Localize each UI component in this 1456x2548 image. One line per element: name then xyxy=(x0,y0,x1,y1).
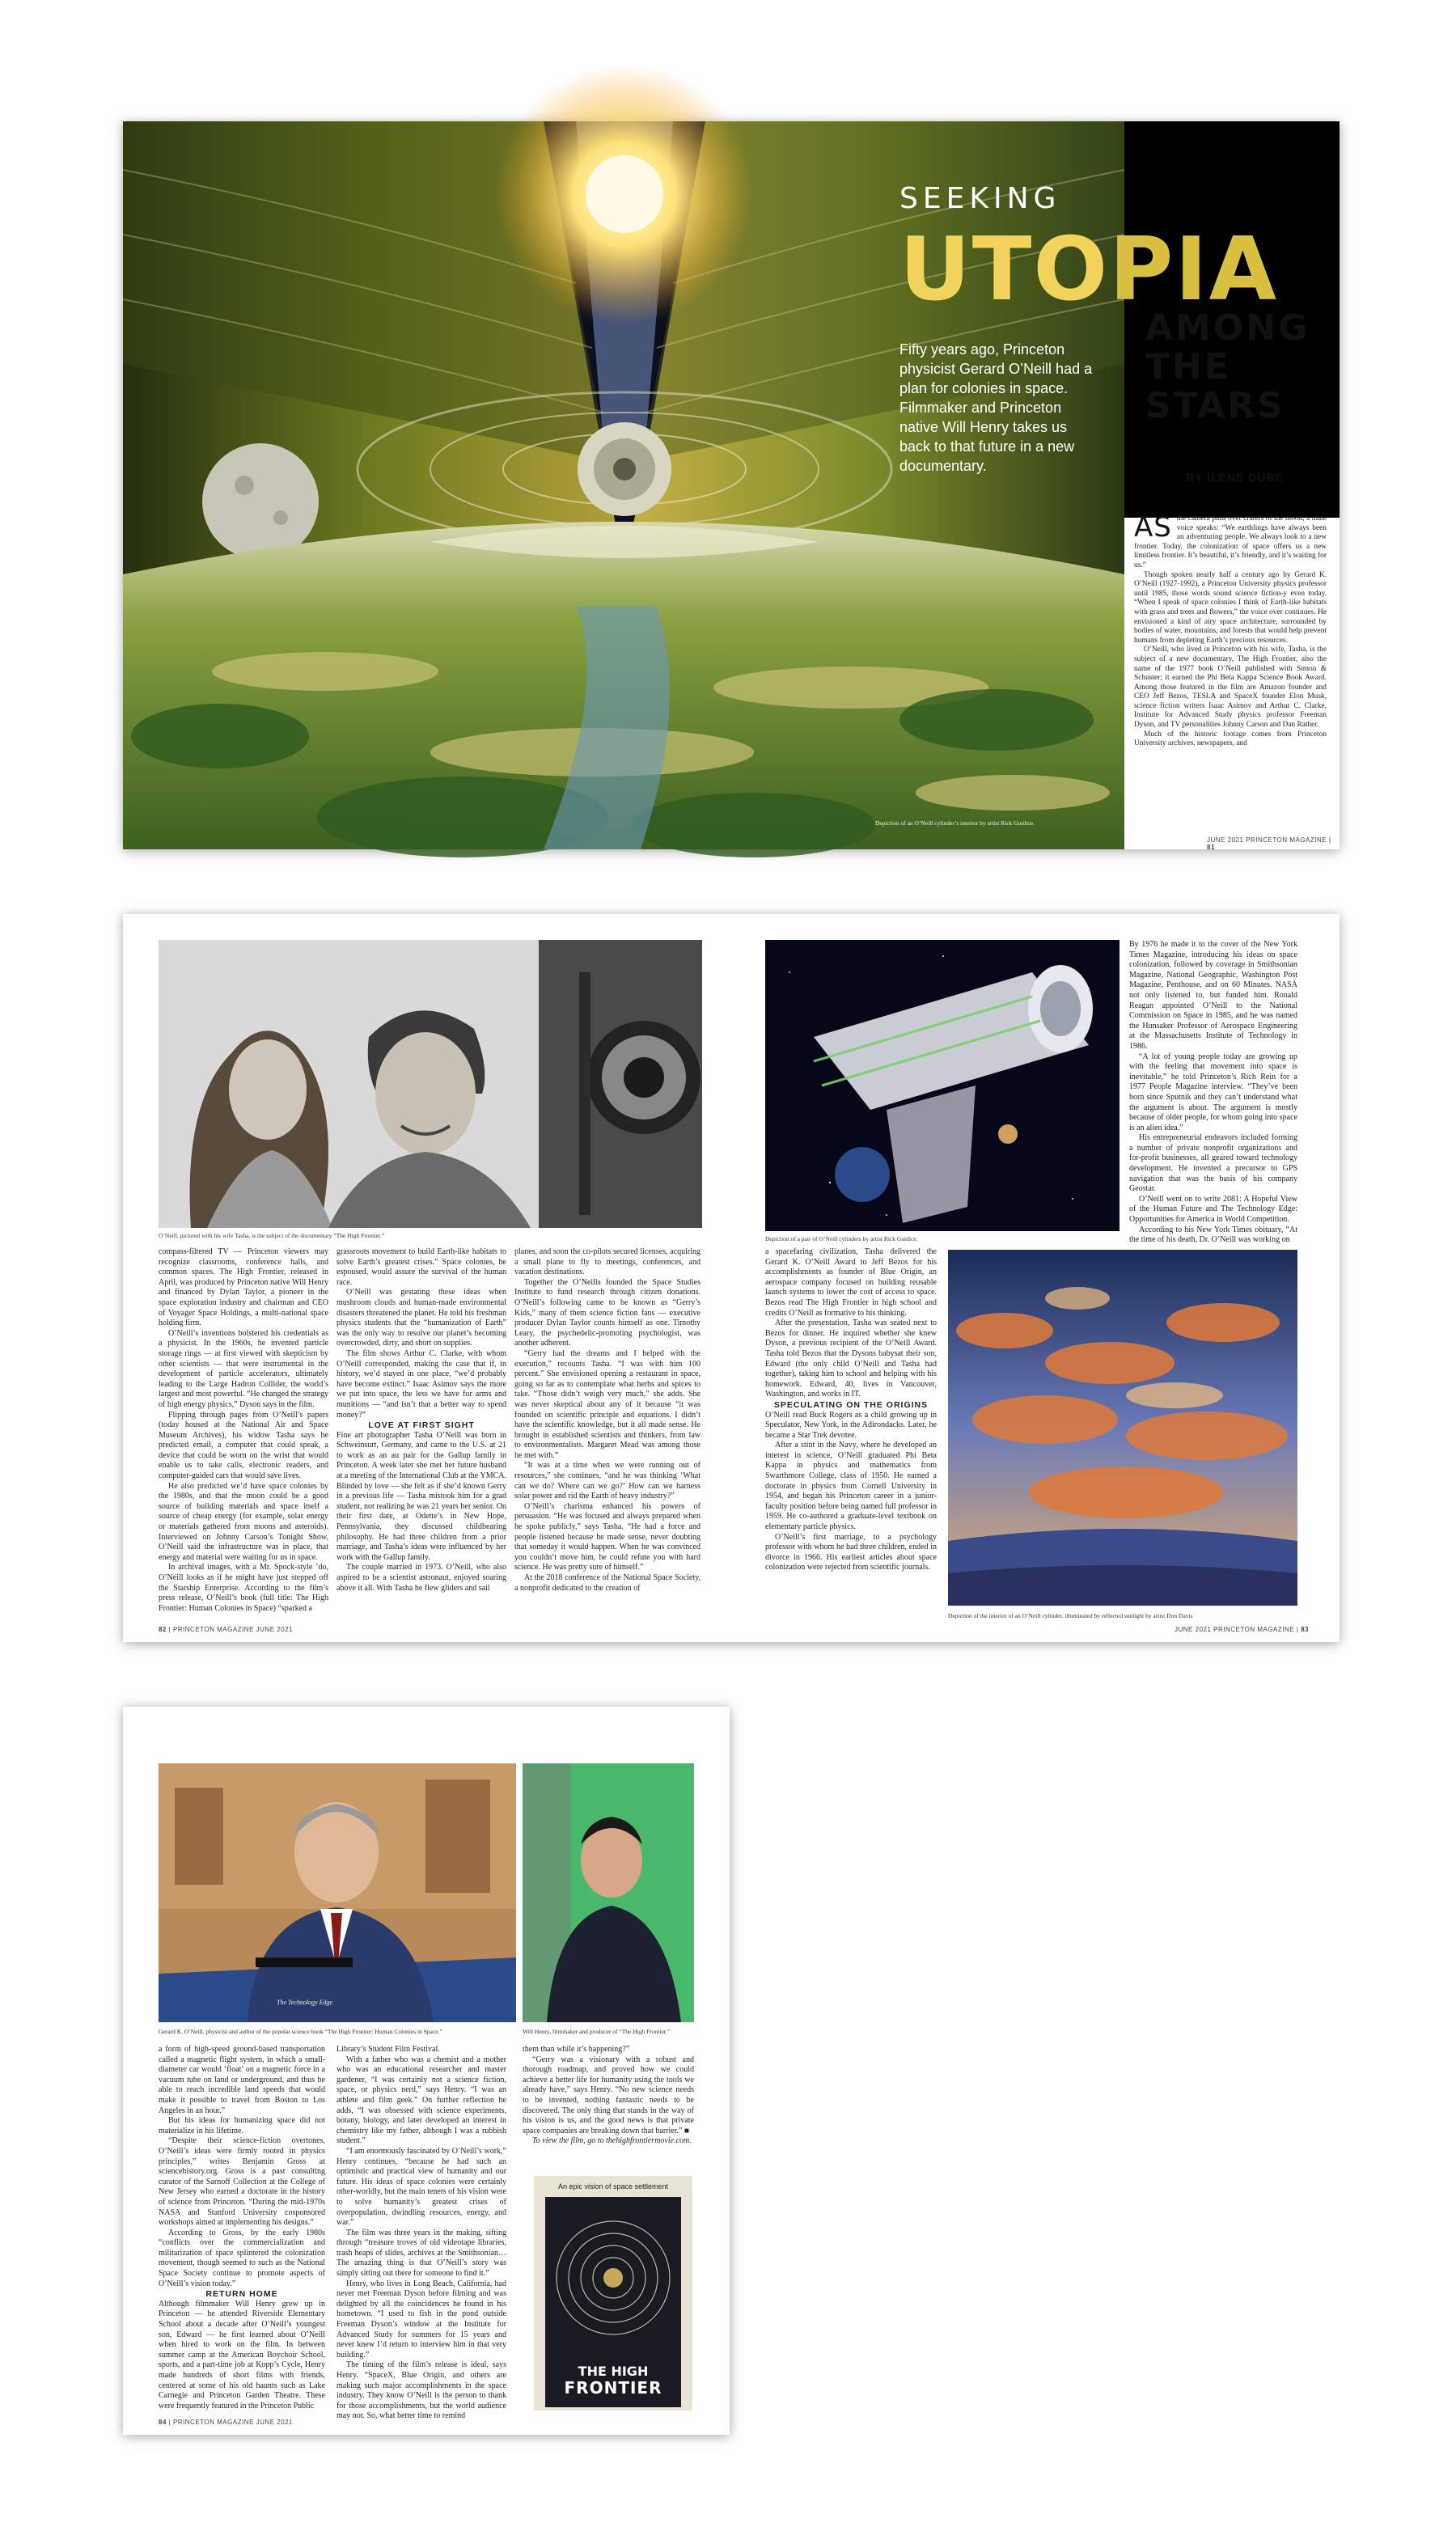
column-3 xyxy=(514,1247,700,1611)
folio-text: JUNE 2021 PRINCETON MAGAZINE xyxy=(1175,1626,1295,1633)
paragraph: them than while it’s happening?” xyxy=(523,2045,630,2054)
artwork-pair-of-cylinders xyxy=(765,940,1120,1231)
dek: Fifty years ago, Princeton physicist Gerard O’Neill had a plan for colonies in space. Filmmaker and Princeton native Will Henry takes us back to that future in a new documentary. xyxy=(899,341,1093,474)
paragraph: According to Gross, by the early 1980s “conflicts over the commercialization and militarization of space splintered the colonization movement, though seemed to such as the National Space Society continue to promote aspects of O’Neill’s vision today.” xyxy=(159,2228,325,2288)
subhead-return-home: RETURN HOME xyxy=(205,2289,278,2300)
folio-left: 82 | PRINCETON MAGAZINE JUNE 2021 xyxy=(159,1626,294,1633)
paragraph: compass-filtered TV — Princeton viewers may recognize classrooms, conference halls, and common spaces. The High Frontier, released in April, was produced by Princeton native Will Henry and financed by Dylan Taylor, a pioneer in the space exploration industry and chairman and CEO of Voyager Space Holdings, a multi-national space holding firm. xyxy=(159,1247,328,1328)
paragraph: After a stint in the Navy, where he developed an interest in science, O’Neill graduated Phi Beta Kappa in physics and mathematics from Swarthmore College, class of 1950. He earned a doctorate in physics from Cornell University in 1954, and began his Princeton career in a junior-faculty position before being named full professor in 1959. He co-authored a graduate-level textbook on elementary particle physics. xyxy=(765,1441,937,1532)
folio-text: PRINCETON MAGAZINE JUNE 2021 xyxy=(172,1626,294,1633)
caption-gerard-oneill: Gerard K. O’Neill, physicist and author of the popular science book “The High Frontier: Human Colonies in Space.” xyxy=(159,2028,442,2035)
spread-1 xyxy=(123,121,1340,849)
folio-text: PRINCETON MAGAZINE JUNE 2021 xyxy=(172,2419,294,2426)
dropcap: AS xyxy=(1134,511,1172,544)
paragraph: Library’s Student Film Festival. xyxy=(336,2045,440,2054)
title-stars: STARS xyxy=(1145,385,1285,426)
poster-title-line-2: FRONTIER xyxy=(564,2378,662,2398)
paragraph: By 1976 he made it to the cover of the New York Times Magazine, introducing his ideas on space colonization, followed by coverage in Smithsonian Magazine, National Geographic, Washington Post Magazine, Penthouse, and on 60 Minutes. NASA not only listened to, but funded him. Ronald Reagan appointed O’Neill to the National Commission on Space in 1985, and he was named the Hunsaker Professor of Aerospace Engineering at the Massachusetts Institute of Technology in 1986. xyxy=(1129,940,1297,1051)
book-spine-label: The Technology Edge xyxy=(277,1999,333,2006)
paragraph: Although filmmaker Will Henry grew up in Princeton — he attended Riverside Elementary School about a decade after O’Neill’s youngest son, Edward — he first learned about O’Neill when hired to work on the film. In between summer camp at the American Boychoir School, sports, and a part-time job at Kopp’s Cycle, Henry made hundreds of short films with friends, centered at some of his old haunts such as Lake Carnegie and Princeton Garden Theatre. These were frequently featured in the Princeton Public xyxy=(159,2299,325,2410)
intro-paragraph: Though spoken nearly half a century ago by Gerard K. O’Neill (1927-1992), a Princeton University physics professor until 1985, those words sound science fiction-y even today. “When I speak of space colonies I think of Earth-like habitats with grass and trees and flowers,” the voice over continues. He envisioned a kind of airy space architecture, surrounded by bodies of water, mountains, and forests that would help prevent humans from depleting Earth’s precious resources. xyxy=(1134,570,1327,645)
title-seeking: SEEKING xyxy=(899,182,1061,215)
poster-tagline: An epic vision of space settlement xyxy=(557,2182,669,2190)
paragraph: O’Neill went on to write 2081: A Hopeful View of the Human Future and The Technology Edge: Opportunities for America in World Competition. xyxy=(1129,1194,1297,1225)
title-among: AMONG xyxy=(1145,307,1310,349)
folio-left: 84 | PRINCETON MAGAZINE JUNE 2021 xyxy=(159,2419,294,2426)
paragraph: “Despite their science-fiction overtones, O’Neill’s ideas were firmly rooted in physics principles,” writes Benjamin Gross at sciencehistory.org. Gross is a past consulting curator of the Sarnoff Collection at the College of New Jersey who earned a doctorate in the history of science from Princeton. “During the mid-1970s NASA and Stanford University cosponsored workshops aimed at implementing his designs.” xyxy=(159,2136,325,2228)
caption-couple: O’Neill, pictured with his wife Tasha, is the subject of the documentary “The High Frontier.” xyxy=(159,1232,385,1239)
paragraph: O’Neill read Buck Rogers as a child growing up in Speculator, New York, in the Adirondacks. Later, he became a Star Trek devotee. xyxy=(765,1410,937,1440)
paragraph: His entrepreneurial endeavors included forming a number of private nonprofit organizations and for-profit businesses, all geared toward technology development. He invented a precursor to GPS navigation that was the basis of his company Geostar. xyxy=(1129,1133,1297,1194)
paragraph: But his ideas for humanizing space did not materialize in his lifetime. xyxy=(159,2116,325,2135)
title-utopia-a: UTO xyxy=(899,219,1110,320)
paragraph: The couple married in 1973. O’Neill, who also aspired to be a scientist astronaut, enjoyed soaring above it all. With Tasha he flew gliders and sail xyxy=(336,1563,506,1593)
column-3 xyxy=(523,2045,694,2166)
paragraph: “Gerry was a visionary with a robust and thorough roadmap, and proved how we could achieve a better life for humanity using the tools we already have,” says Henry. “No new science needs to be invented, nothing fantastic needs to be discovered. The only thing that stands in the way of his vision is us, and the good news is that private space companies are breaking down that barrier.” ■ xyxy=(523,2055,694,2135)
artwork-cylinder-interior-sunlight xyxy=(948,1250,1297,1606)
paragraph: Flipping through pages from O’Neill’s papers (today housed at the National Air and Space Museum Archives), his widow Tasha says he predicted email, a computer that could speak, a device that could be worn on the wrist that would enable us to take calls, electronic readers, and computer-guided cars that would save lives. xyxy=(159,1410,328,1481)
folio-text: JUNE 2021 PRINCETON MAGAZINE xyxy=(1207,836,1327,844)
paragraph: “A lot of young people today are growing up with the feeling that movement into space is inevitable,” he told Princeton’s Rich Rein for a 1977 People Magazine interview. “They’ve been born since Sputnik and they can’t understand what the argument is about. The argument is mostly because of older people, for whom going into space is an alien idea.” xyxy=(1129,1052,1297,1132)
intro-column xyxy=(1134,511,1327,822)
folio-right: JUNE 2021 PRINCETON MAGAZINE | 81 xyxy=(1207,836,1331,851)
page-3 xyxy=(123,1707,730,2435)
paragraph: a spacefaring civilization, Tasha delivered the Gerard K. O’Neill Award to Jeff Bezos for his accomplishments as founder of Blue Origin, an aerospace company focused on building reusable launch systems to lower the cost of access to space. Bezos read The High Frontier in high school and credits O’Neill as formative to his thinking. xyxy=(765,1247,937,1318)
paragraph: O’Neill’s charisma enhanced his powers of persuasion. “He was focused and always prepared when he spoke publicly,” says Tasha. “He had a force and people listened because he made sense, never doubting that someday it would happen. When he was convinced you couldn’t move him, he could refute you with hard science. He was pretty sure of himself.” xyxy=(514,1501,700,1572)
caption-pair-of-cylinders: Depiction of a pair of O’Neill cylinders by artist Rick Guidice. xyxy=(765,1235,918,1242)
paragraph: According to his New York Times obituary, “At the time of his death, Dr. O’Neill was working on xyxy=(1129,1225,1297,1245)
paragraph: O’Neill’s first marriage, to a psychology professor with whom he had three children, ended in divorce in 1966. His earliest articles about space colonization were rejected from scientific journals. xyxy=(765,1532,937,1572)
view-film-note: To view the film, go to thehighfrontiermovie.com. xyxy=(532,2136,692,2146)
title-utopia xyxy=(899,219,1279,320)
caption-cylinder-interior: Depiction of an O’Neill cylinder’s interior by artist Rick Guidice. xyxy=(875,819,1035,827)
title-the: THE xyxy=(1145,346,1231,387)
title-utopia-b: PIA xyxy=(1109,219,1279,320)
paragraph: The film was three years in the making, sifting through “treasure troves of old videotape libraries, trash heaps of slides, archives at the Smithsonian… The amazing thing is that O’Neill’s story was simply sitting out there for someone to find it.” xyxy=(336,2228,506,2279)
poster-title-line-1: THE HIGH xyxy=(578,2364,649,2379)
paragraph: Henry, who lives in Long Beach, California, had never met Freeman Dyson before filming and was delighted by all the coincidences he found in his hometown. “I used to fish in the pond outside Freeman Dyson’s window at the Institute for Advanced Study for summers for 15 years and never knew I’d return to interview him in that very building.” xyxy=(336,2279,506,2360)
paragraph: “It was at a time when we were running out of resources,” she continues, “and he was thinking ‘What can we do? Where can we go?’ How can we harness solar power and rid the Earth of heavy industry?” xyxy=(514,1461,700,1501)
paragraph: O’Neill was gestating these ideas when mushroom clouds and human-made environmental disasters threatened the planet. He told his freshman physics students that the “humanization of Earth” was the only way to resolve our planet’s becoming overcrowded, dirty, and short on supplies. xyxy=(336,1288,506,1348)
intro-lead: the camera pans over craters of the moon, a male voice speaks: “We earthlings have always been an adventuring people. We always look to a new frontier. Today, the colonization of space offers us a new limitless frontier. It’s beautiful, it’s friendly, and it’s waiting for us.” xyxy=(1134,514,1327,569)
page-number: 81 xyxy=(1207,844,1215,851)
column-1 xyxy=(159,2045,325,2410)
photo-oneill-and-tasha xyxy=(159,940,702,1228)
photo-gerard-oneill xyxy=(159,1763,516,2022)
caption-will-henry: Will Henry, filmmaker and producer of “The High Frontier.” xyxy=(523,2028,671,2035)
folio-right: JUNE 2021 PRINCETON MAGAZINE | 83 xyxy=(1175,1626,1310,1633)
paragraph: He also predicted we’d have space colonies by the 1980s, and that the moon could be a good source of building materials and space itself a source of cheap energy (for example, solar energy or materials gathered from moons and asteroids). Interviewed on Johnny Carson’s Tonight Show, O’Neill said the infrastructure was in place, that energy and material were waiting for us in space. xyxy=(159,1481,328,1562)
column-1 xyxy=(159,1247,328,1611)
paragraph: Fine art photographer Tasha O’Neill was born in Schweinsurt, Germany, and came to the U.S. at 21 to work as an au pair for the Gallup family in Princeton. A week later she met her future husband at a meeting of the International Club at the YMCA. Blinded by love — she felt as if she’d known Gerry in a previous life — Tasha mistook him for a grad student, not realizing he was 21 years her senior. On their first date, at Odette’s in New Hope, Pennsylvania, they discussed childbearing philosophy. He had three children from a prior marriage, and Tasha’s ideas were influenced by her work with the Gallup family. xyxy=(336,1430,506,1562)
paragraph: “I am enormously fascinated by O’Neill’s work,” Henry continues, “because he had such an optimistic and practical view of humanity and our future. His ideas of space colonies were certainly other-worldly, but the main tenets of his vision were to solve humanity’s greatest crises of overpopulation, dwindling resources, energy, and war.” xyxy=(336,2146,506,2228)
column-2 xyxy=(336,1247,506,1611)
column-2 xyxy=(336,2045,506,2421)
paragraph: After the presentation, Tasha was seated next to Bezos for dinner. He inquired whether she knew Dyson, a previous recipient of the O’Neill Award. Tasha told Bezos that the Dysons babysat their son, Edward (the only child O’Neill and Tasha had together), taking him to school and helping with his homework. Edward, 40, lives in Vancouver, Washington, and works in IT. xyxy=(765,1318,937,1399)
photo-will-henry xyxy=(523,1763,694,2022)
paragraph: a form of high-speed ground-based transportation called a magnetic flight system, in which a small-diameter car would ‘float’ on a magnetic force in a vacuum tube on land or underground, and thus be able to reach incredible land speeds that would make it possible to travel from Boston to Los Angeles in an hour.” xyxy=(159,2045,325,2115)
paragraph: With a father who was a chemist and a mother who was an educational researcher and master gardener, “I was certainly not a science fiction, space, or physics nerd,” says Henry. “I was an athlete and film geek.” On further reflection he adds, “I was obsessed with science experiments, botany, biology, and later developed an interest in chemistry like my father, although I was a rubbish student.” xyxy=(336,2055,506,2146)
paragraph: At the 2018 conference of the National Space Society, a nonprofit dedicated to the creation of xyxy=(514,1573,700,1593)
subhead-speculating-on-the-origins: SPECULATING ON THE ORIGINS xyxy=(773,1399,929,1410)
intro-paragraph: O’Neill, who lived in Princeton with his wife, Tasha, is the subject of a new documentary, The High Frontier, also the name of the 1977 book O’Neill published with Simon & Schuster; it earned the Phi Beta Kappa Science Book Award. Among those featured in the film are Amazon founder and CEO Jeff Bezos, TESLA and SpaceX founder Elon Musk, science fiction writers Isaac Asimov and Arthur C. Clarke, Institute for Advanced Study physics professor Freeman Dyson, and TV personalities Johnny Carson and Dan Rather. xyxy=(1134,645,1327,730)
subhead-love-at-first-sight: LOVE AT FIRST SIGHT xyxy=(368,1420,475,1431)
page-number: 82 xyxy=(159,1626,167,1633)
paragraph: In archival images, with a Mr. Spock-style ’do, O’Neill looks as if he might have just stepped off the Starship Enterprise. According to the film’s press release, O’Neill’s book (full title: The High Frontier: Human Colonies in Space) “sparked a xyxy=(159,1563,328,1613)
spread-2 xyxy=(123,914,1340,1642)
paragraph: The film shows Arthur C. Clarke, with whom O’Neill corresponded, making the case that if, in history, we’d stayed in one place, “we’d probably have become extinct.” Isaac Asimov says the more we put into space, the less we have for arms and munitions — “and isn’t that a better way to spend money?” xyxy=(336,1348,506,1420)
page-number: 84 xyxy=(159,2419,167,2426)
paragraph: grassroots movement to build Earth-like habitats to solve Earth’s greatest crises.” Space colonies, he espoused, would assure the survival of the human race. xyxy=(336,1247,506,1287)
intro-paragraph: Much of the historic footage comes from Princeton University archives, newspapers, and xyxy=(1134,730,1327,748)
paragraph: planes, and soon the co-pilots secured licenses, acquiring a small plane to fly to meetings, conferences, and vacation destinations. xyxy=(514,1247,700,1277)
title-among-the-stars xyxy=(1145,309,1310,425)
page-number: 83 xyxy=(1301,1626,1310,1633)
poster-title xyxy=(534,2364,692,2396)
paragraph: “Gerry had the dreams and I helped with the execution,” recounts Tasha. “I was with him 100 percent.” She envisioned opening a restaurant in space, going so far as to contemplate what herbs and spices to take. “Those didn’t weigh very much,” she adds. She was never skeptical about any of it because “it was founded on scientific principle and equations. I didn’t have the scientific knowledge, but it all made sense. He brought in established scientists and thinkers, from law to environmentalists. Margaret Mead was among those he met with.” xyxy=(514,1348,700,1460)
paragraph: Together the O’Neills founded the Space Studies Institute to fund research through citizen donations. O’Neill’s following came to be known as “Gerry’s Kids,” many of them science fiction fans — executive producer Dylan Taylor counts himself as one. Timothy Leary, the psychedelic-promoting psychologist, was another adherent. xyxy=(514,1277,700,1348)
caption-cylinder-interior-sunlight: Depiction of the interior of an O’Neill cylinder, illuminated by reflected sunlight by artist Don Davis xyxy=(948,1612,1193,1619)
byline: BY ILENE DUBE xyxy=(1186,471,1284,484)
paragraph: O’Neill’s inventions bolstered his credentials as a physicist. In the 1960s, he invented particle storage rings — at first viewed with skepticism by other scientists — that were instrumental in the development of particle accelerators, ultimately leading to the Large Hadron Collider, the world’s largest and most powerful. “He changed the strategy of high energy physics,” Dyson says in the film. xyxy=(159,1328,328,1409)
paragraph: The timing of the film’s release is ideal, says Henry. “SpaceX, Blue Origin, and others are making such major accomplishments in the space industry. They know O’Neill is the person to thank for those accomplishments, but the world audience may not. So, what better time to remind xyxy=(336,2360,506,2421)
column-5 xyxy=(1129,940,1297,1246)
column-4 xyxy=(765,1247,937,1611)
